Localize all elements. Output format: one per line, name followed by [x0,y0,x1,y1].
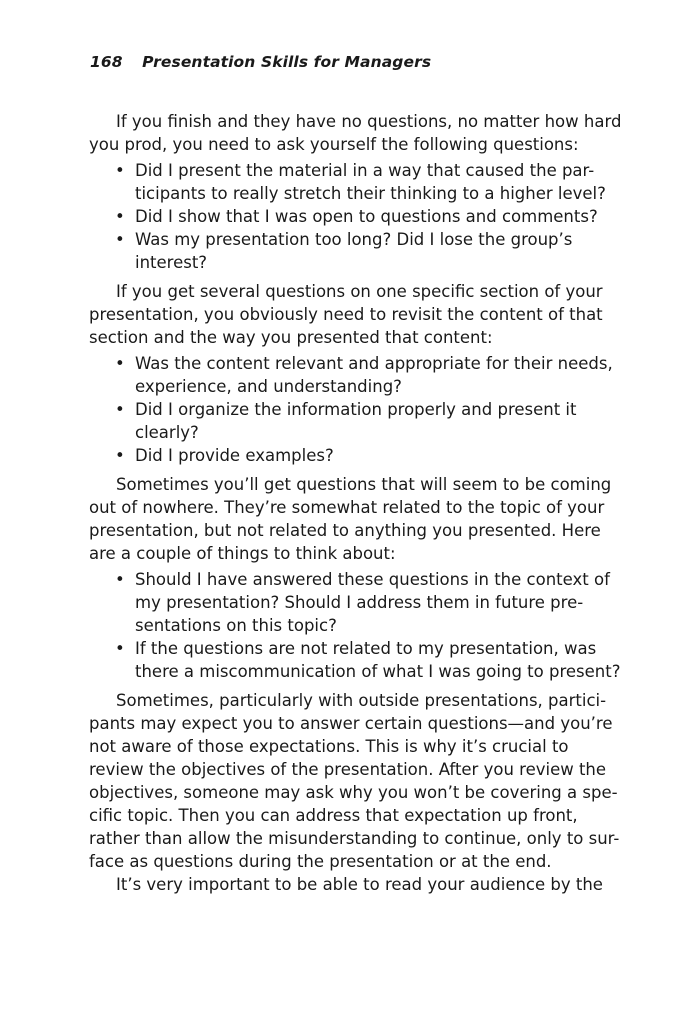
text-line: my presentation? Should I address them in future pre- [135,593,584,612]
text-line: not aware of those expectations. This is why it’s crucial to [89,737,569,756]
text-line: Sometimes, particularly with outside presentations, partici- [116,691,607,710]
text-line: cific topic. Then you can address that expectation up front, [89,806,578,825]
text-line: section and the way you presented that content: [89,328,493,347]
text-line: Sometimes you’ll get questions that will seem to be coming [116,475,612,494]
body-text [89,110,622,896]
text-line: • Did I provide examples? [135,446,334,465]
list-item [135,444,601,467]
list-item [135,205,601,228]
paragraph-read-audience [89,873,601,896]
text-line: out of nowhere. They’re somewhat related to the topic of your [89,498,605,517]
text-line: there a miscommunication of what I was going to present? [135,662,621,681]
text-line: • Did I show that I was open to questions and comments? [135,207,598,226]
book-title: Presentation Skills for Managers [142,53,432,71]
text-line: experience, and understanding? [135,377,402,396]
text-line: objectives, someone may ask why you won’t be covering a spe- [89,783,618,802]
list-item [135,352,613,398]
text-line: If you get several questions on one specific section of your [116,282,603,301]
text-line: ticipants to really stretch their thinking to a higher level? [135,184,606,203]
text-line: face as questions during the presentation or at the end. [89,852,552,871]
page-number: 168 [90,53,123,71]
bullet-list-content-questions [89,352,613,467]
text-line: It’s very important to be able to read your audience by the [116,875,603,894]
paragraph-expectations [89,689,620,873]
list-item [135,228,601,274]
text-line: • Did I present the material in a way that caused the par- [135,161,595,180]
list-item [135,637,621,683]
text-line: pants may expect you to answer certain questions—and you’re [89,714,613,733]
paragraph-out-of-nowhere [89,473,612,565]
text-line: • Did I organize the information properly and present it [135,400,577,419]
text-line: sentations on this topic? [135,616,337,635]
text-line: • Should I have answered these questions in the context of [135,570,610,589]
bullet-list-self-questions [89,159,606,274]
text-line: • Was the content relevant and appropriate for their needs, [135,354,613,373]
text-line: are a couple of things to think about: [89,544,396,563]
list-item [135,398,601,444]
text-line: clearly? [135,423,199,442]
text-line: rather than allow the misunderstanding to continue, only to sur- [89,829,620,848]
text-line: • Was my presentation too long? Did I lose the group’s [135,230,573,249]
paragraph-no-questions [89,110,622,156]
text-line: you prod, you need to ask yourself the following questions: [89,135,579,154]
text-line: interest? [135,253,208,272]
list-item [135,568,610,637]
text-line: presentation, but not related to anything you presented. Here [89,521,601,540]
text-line: review the objectives of the presentation. After you review the [89,760,607,779]
bullet-list-context-questions [89,568,621,683]
text-line: If you finish and they have no questions, no matter how hard [116,112,622,131]
running-head [90,53,431,71]
text-line: presentation, you obviously need to revisit the content of that [89,305,603,324]
list-item [135,159,606,205]
text-line: • If the questions are not related to my presentation, was [135,639,597,658]
paragraph-specific-section [89,280,601,349]
